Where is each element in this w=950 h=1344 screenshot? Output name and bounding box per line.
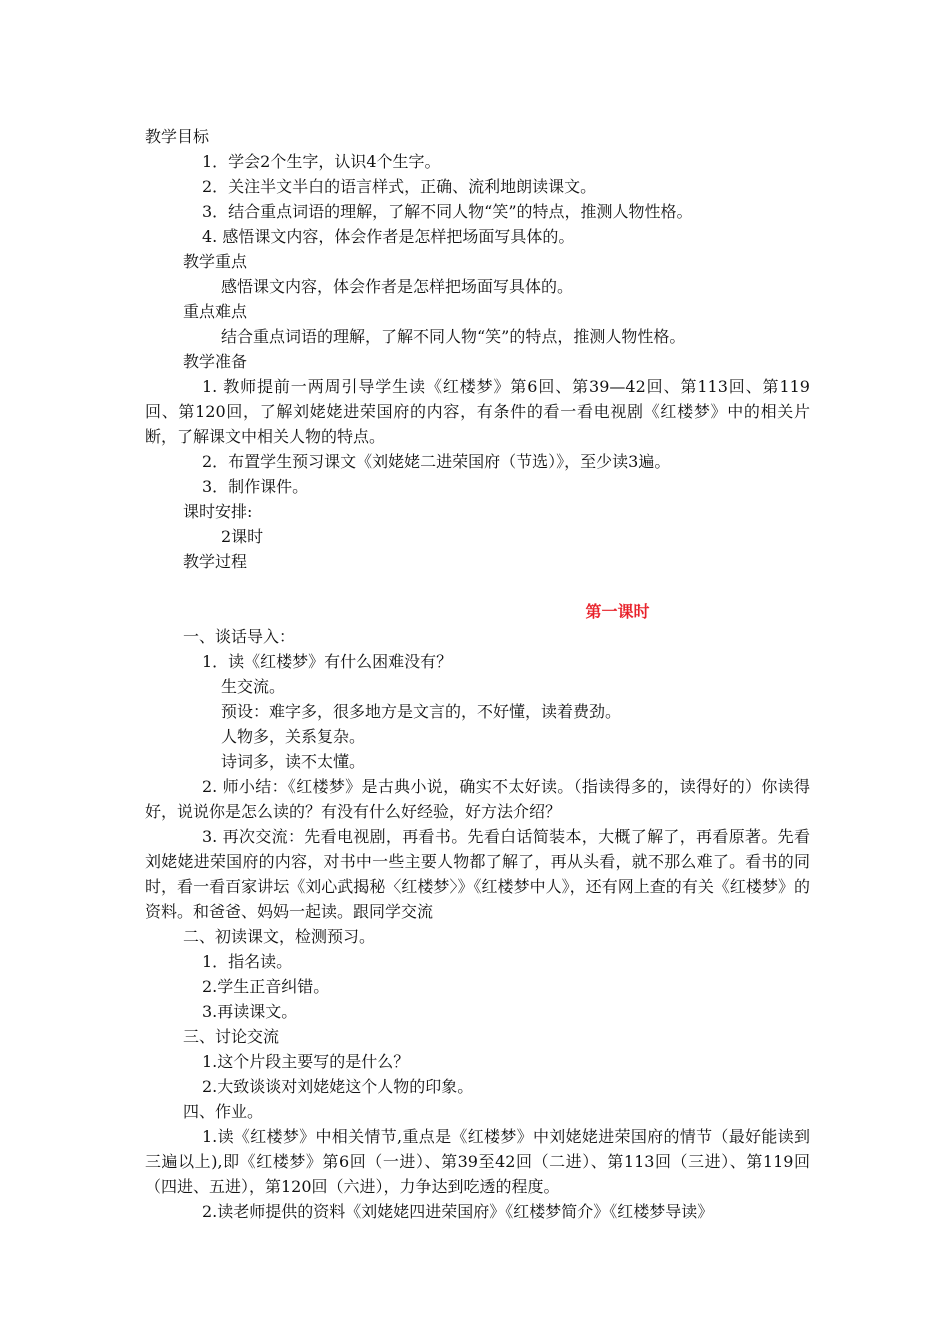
- goal-item: 2．关注半文半白的语言样式，正确、流利地朗读课文。: [202, 177, 597, 196]
- process-heading: 教学过程: [183, 552, 248, 571]
- spacer: [145, 574, 810, 599]
- goal-item: 3．结合重点词语的理解，了解不同人物“笑”的特点，推测人物性格。: [202, 202, 693, 221]
- preparation-item: 2．布置学生预习课文《刘姥姥二进荣国府（节选）》，至少读3遍。: [202, 452, 671, 471]
- section-item: 3.再读课文。: [202, 1002, 298, 1021]
- focus-text: 感悟课文内容，体会作者是怎样把场面写具体的。: [221, 277, 574, 296]
- section-item: 1．指名读。: [202, 952, 293, 971]
- section-item: 3. 再次交流：先看电视剧，再看书。先看白话简装本，大概了解了，再看原著。先看刘姥姥进荣国府的内容，对书中一些主要人物都了解了，再从头看，就不那么难了。看书的同时，看一看百家讲坛《刘心武揭秘〈红楼梦〉》《红楼梦中人》，还有网上查的有关《红楼梦》的资料。和爸爸、妈妈一起读。跟同学交流: [145, 827, 810, 921]
- goal-item: 1．学会2个生字，认识4个生字。: [202, 152, 441, 171]
- preparation-item: 3．制作课件。: [202, 477, 309, 496]
- preparation-heading: 教学准备: [183, 352, 248, 371]
- section-item: 2. 师小结：《红楼梦》是古典小说，确实不太好读。（指读得多的，读得好的）你读得好，说说你是怎么读的？有没有什么好经验，好方法介绍？: [145, 777, 810, 821]
- section-item: 2.大致谈谈对刘姥姥这个人物的印象。: [202, 1077, 474, 1096]
- goals-heading: 教学目标: [145, 127, 210, 146]
- goal-item: 4. 感悟课文内容，体会作者是怎样把场面写具体的。: [202, 227, 575, 246]
- document-body: [145, 124, 810, 1224]
- difficulty-heading: 重点难点: [183, 302, 248, 321]
- homework-item: 1.读《红楼梦》中相关情节,重点是《红楼梦》中刘姥姥进荣国府的情节（最好能读到三遍以上),即《红楼梦》第6回（一进）、第39至42回（二进）、第113回（三进）、第119回（四进、五进），第120回（六进），力争达到吃透的程度。: [145, 1127, 810, 1196]
- lesson-title: 第一课时: [585, 602, 650, 621]
- homework-item: 2.读老师提供的资料《刘姥姥四进荣国府》《红楼梦简介》《红楼梦导读》: [202, 1202, 714, 1221]
- preparation-item: 1. 教师提前一两周引导学生读《红楼梦》第6回、第39—42回、第113回、第119回、第120回，了解刘姥姥进荣国府的内容，有条件的看一看电视剧《红楼梦》中的相关片断，了解课文中相关人物的特点。: [145, 377, 810, 446]
- section-heading: 一、谈话导入：: [183, 627, 296, 646]
- response-line: 预设：难字多，很多地方是文言的，不好懂，读着费劲。: [221, 702, 622, 721]
- section-item: 2.学生正音纠错。: [202, 977, 330, 996]
- response-line: 人物多，关系复杂。: [221, 727, 366, 746]
- section-item: 1．读《红楼梦》有什么困难没有？: [202, 652, 453, 671]
- section-heading: 二、初读课文，检测预习。: [183, 927, 376, 946]
- schedule-text: 2课时: [221, 527, 264, 546]
- difficulty-text: 结合重点词语的理解，了解不同人物“笑”的特点，推测人物性格。: [221, 327, 686, 346]
- focus-heading: 教学重点: [183, 252, 248, 271]
- section-item: 1.这个片段主要写的是什么？: [202, 1052, 410, 1071]
- response-line: 生交流。: [221, 677, 286, 696]
- section-heading: 三、讨论交流: [183, 1027, 280, 1046]
- section-heading: 四、作业。: [183, 1102, 264, 1121]
- response-line: 诗词多，读不太懂。: [221, 752, 366, 771]
- schedule-heading: 课时安排:: [183, 502, 253, 521]
